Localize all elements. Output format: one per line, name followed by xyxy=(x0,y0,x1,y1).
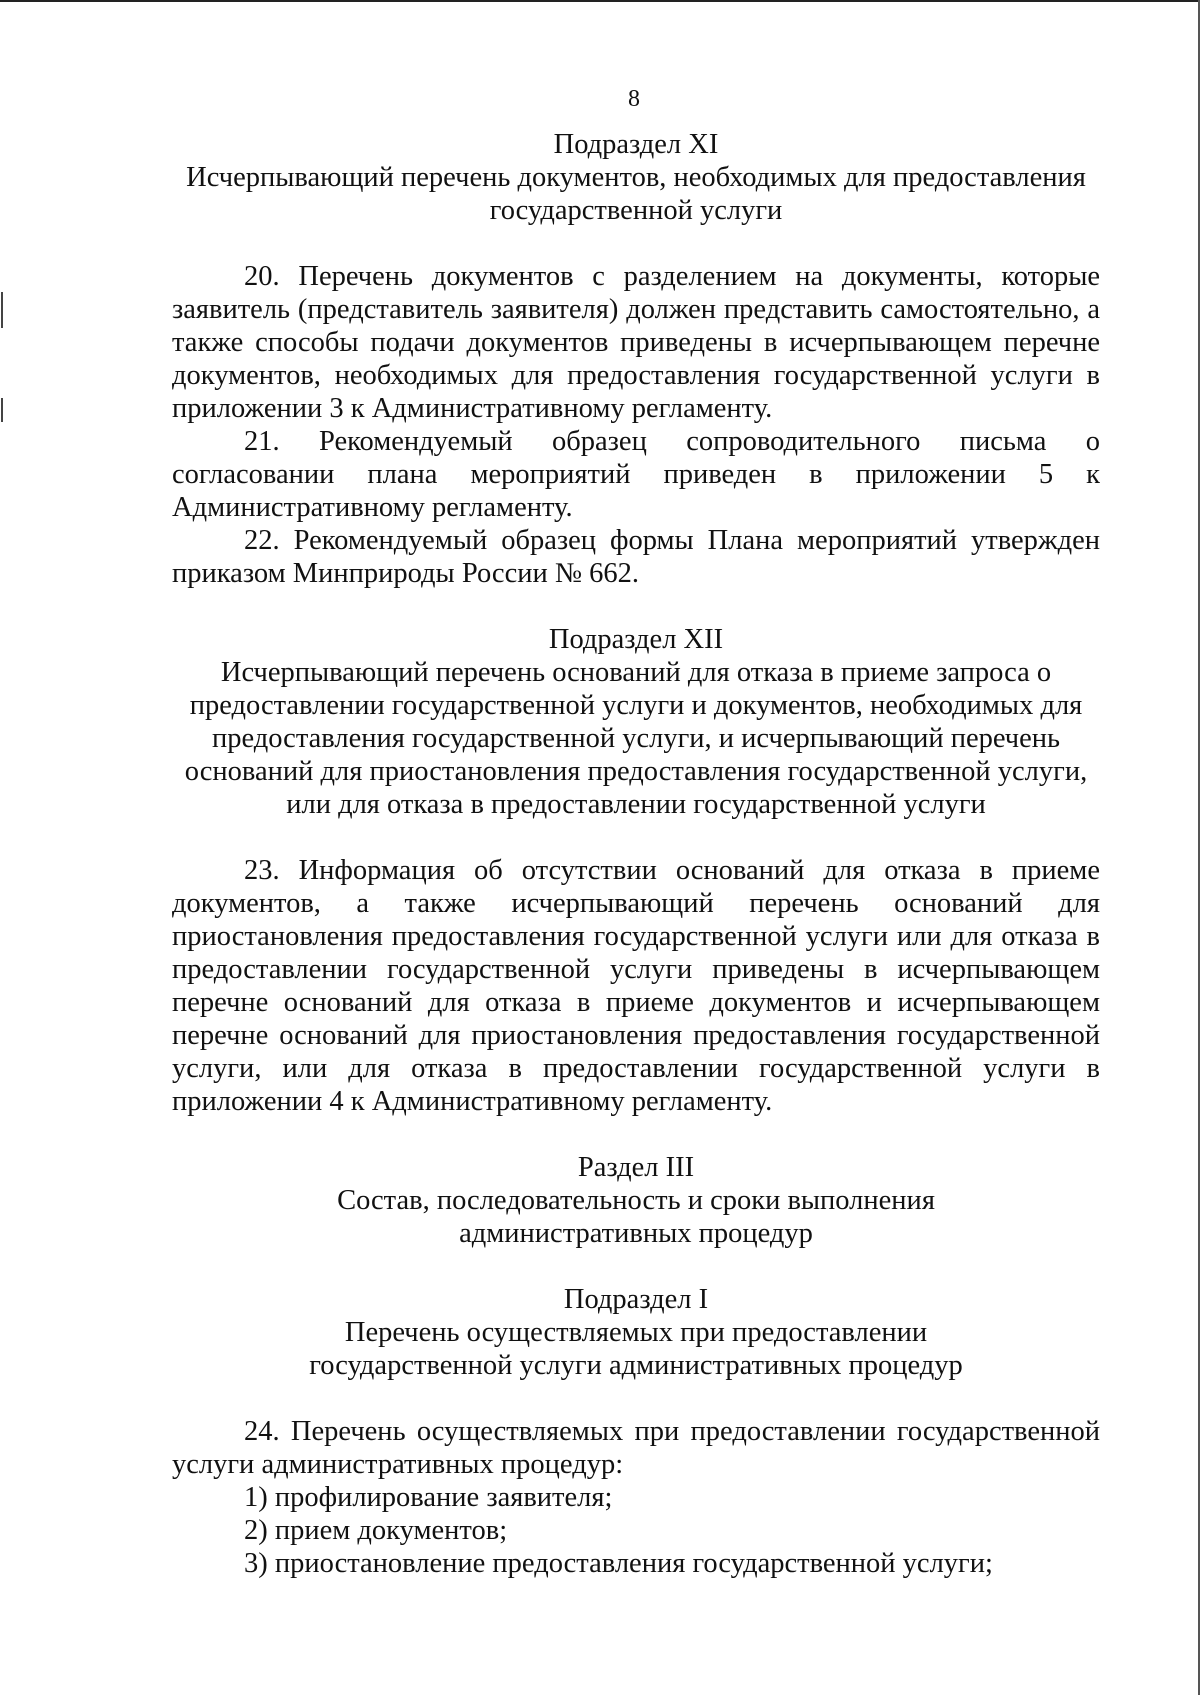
subsection-heading-xii xyxy=(172,623,1100,821)
page-number: 8 xyxy=(628,86,640,112)
list-item: 2) прием документов; xyxy=(244,1515,508,1546)
paragraph-23: 23. Информация об отсутствии оснований для отказа в приеме документов, а также исчерпывающий перечень оснований для приостановления предоставления государственной услуги или для отказа в предоставлении государственной услуги приведены в исчерпывающем перечне оснований для отказа в приеме документов и исчерпывающем перечне оснований для приостановления предоставления государственной услуги, или для отказа в предоставлении государственной услуги в приложении 4 к Административному регламенту. xyxy=(172,855,1100,1117)
heading-line: Раздел III xyxy=(577,1152,695,1183)
scan-margin-mark xyxy=(1,398,3,422)
list-item: 3) приостановление предоставления государственной услуги; xyxy=(244,1548,993,1579)
heading-line: Подраздел XI xyxy=(553,129,719,160)
heading-line: Перечень осуществляемых при предоставлении xyxy=(344,1317,928,1348)
heading-line: Подраздел XII xyxy=(548,624,724,655)
heading-line: административных процедур xyxy=(459,1218,813,1249)
subsection-heading-i xyxy=(172,1283,1100,1382)
paragraph-21: 21. Рекомендуемый образец сопроводительного письма о согласовании плана мероприятий приведен в приложении 5 к Административному регламенту. xyxy=(172,426,1100,523)
heading-line: оснований для приостановления предоставления государственной услуги, xyxy=(184,756,1088,787)
document-body xyxy=(172,128,1100,1580)
scan-top-edge xyxy=(0,0,1200,2)
list-item: 1) профилирование заявителя; xyxy=(244,1482,613,1513)
section-heading-iii xyxy=(172,1151,1100,1250)
paragraph-22: 22. Рекомендуемый образец формы Плана мероприятий утвержден приказом Минприроды России № 662. xyxy=(172,525,1100,589)
heading-line: Состав, последовательность и сроки выполнения xyxy=(337,1185,935,1216)
scan-margin-mark xyxy=(1,292,3,328)
heading-line: предоставлении государственной услуги и документов, необходимых для xyxy=(189,690,1083,721)
subsection-heading-xi xyxy=(172,128,1100,227)
heading-line: государственной услуги xyxy=(489,195,783,226)
paragraph-24: 24. Перечень осуществляемых при предоставлении государственной услуги административных процедур: xyxy=(172,1416,1100,1480)
heading-line: Подраздел I xyxy=(563,1284,709,1315)
heading-line: предоставления государственной услуги, и исчерпывающий перечень xyxy=(211,723,1061,754)
heading-line: государственной услуги административных процедур xyxy=(309,1350,963,1381)
heading-line: Исчерпывающий перечень документов, необходимых для предоставления xyxy=(186,162,1086,193)
heading-line: Исчерпывающий перечень оснований для отказа в приеме запроса о xyxy=(220,657,1052,688)
heading-line: или для отказа в предоставлении государственной услуги xyxy=(286,789,986,820)
paragraph-20: 20. Перечень документов с разделением на документы, которые заявитель (представитель заявителя) должен представить самостоятельно, а также способы подачи документов приведены в исчерпывающем перечне документов, необходимых для предоставления государственной услуги в приложении 3 к Административному регламенту. xyxy=(172,261,1100,424)
